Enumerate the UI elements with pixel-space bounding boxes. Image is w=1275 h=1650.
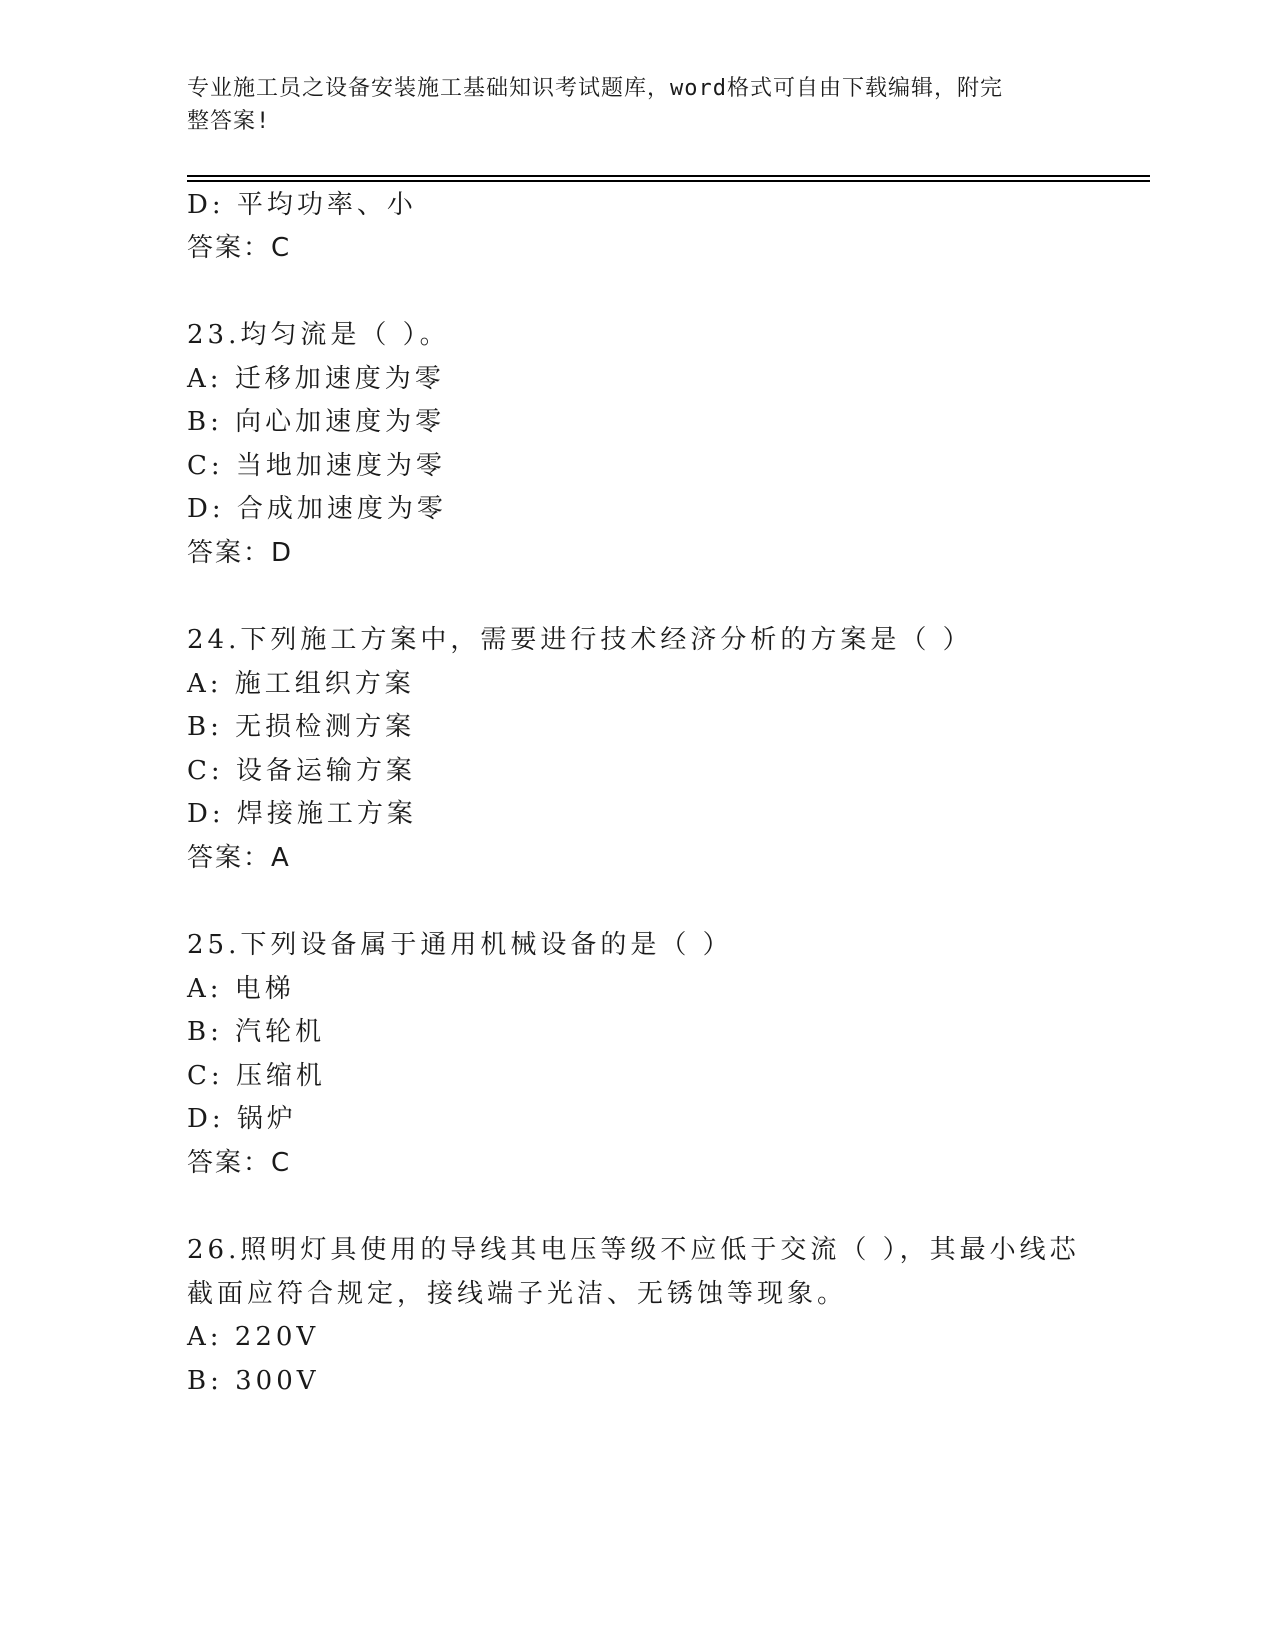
option-d: D: 焊接施工方案 <box>187 799 417 829</box>
header-divider-top <box>187 175 1150 177</box>
option-b: B: 汽轮机 <box>187 1017 326 1047</box>
option-d: D: 锅炉 <box>187 1104 297 1134</box>
option-a: A: 220V <box>187 1322 320 1352</box>
question-26: 26.照明灯具使用的导线其电压等级不应低于交流（ ），其最小线芯 <box>187 1235 1080 1265</box>
option-a: A: 施工组织方案 <box>187 669 415 699</box>
option-d: D: 平均功率、小 <box>187 190 417 220</box>
question-25: 25.下列设备属于通用机械设备的是（ ） <box>187 930 733 960</box>
option-b: B: 无损检测方案 <box>187 712 416 742</box>
option-b: B: 向心加速度为零 <box>187 407 446 437</box>
option-c: C: 设备运输方案 <box>187 756 416 786</box>
option-b: B: 300V <box>187 1366 320 1396</box>
answer: 答案：D <box>187 538 294 568</box>
question-24: 24.下列施工方案中，需要进行技术经济分析的方案是（ ） <box>187 625 973 655</box>
option-c: C: 当地加速度为零 <box>187 451 446 481</box>
document-header <box>187 72 1067 138</box>
header-line-1: 专业施工员之设备安装施工基础知识考试题库，word格式可自由下载编辑，附完 <box>187 76 1003 101</box>
question-26-continued: 截面应符合规定，接线端子光洁、无锈蚀等现象。 <box>187 1279 848 1309</box>
header-divider-bottom <box>187 180 1150 182</box>
option-a: A: 迁移加速度为零 <box>187 364 445 394</box>
answer: 答案：C <box>187 233 292 263</box>
header-line-2: 整答案! <box>187 109 271 134</box>
answer: 答案：C <box>187 1148 292 1178</box>
option-a: A: 电梯 <box>187 974 295 1004</box>
question-23: 23.均匀流是（ ）。 <box>187 320 450 350</box>
option-d: D: 合成加速度为零 <box>187 494 447 524</box>
option-c: C: 压缩机 <box>187 1061 326 1091</box>
answer: 答案：A <box>187 843 291 873</box>
